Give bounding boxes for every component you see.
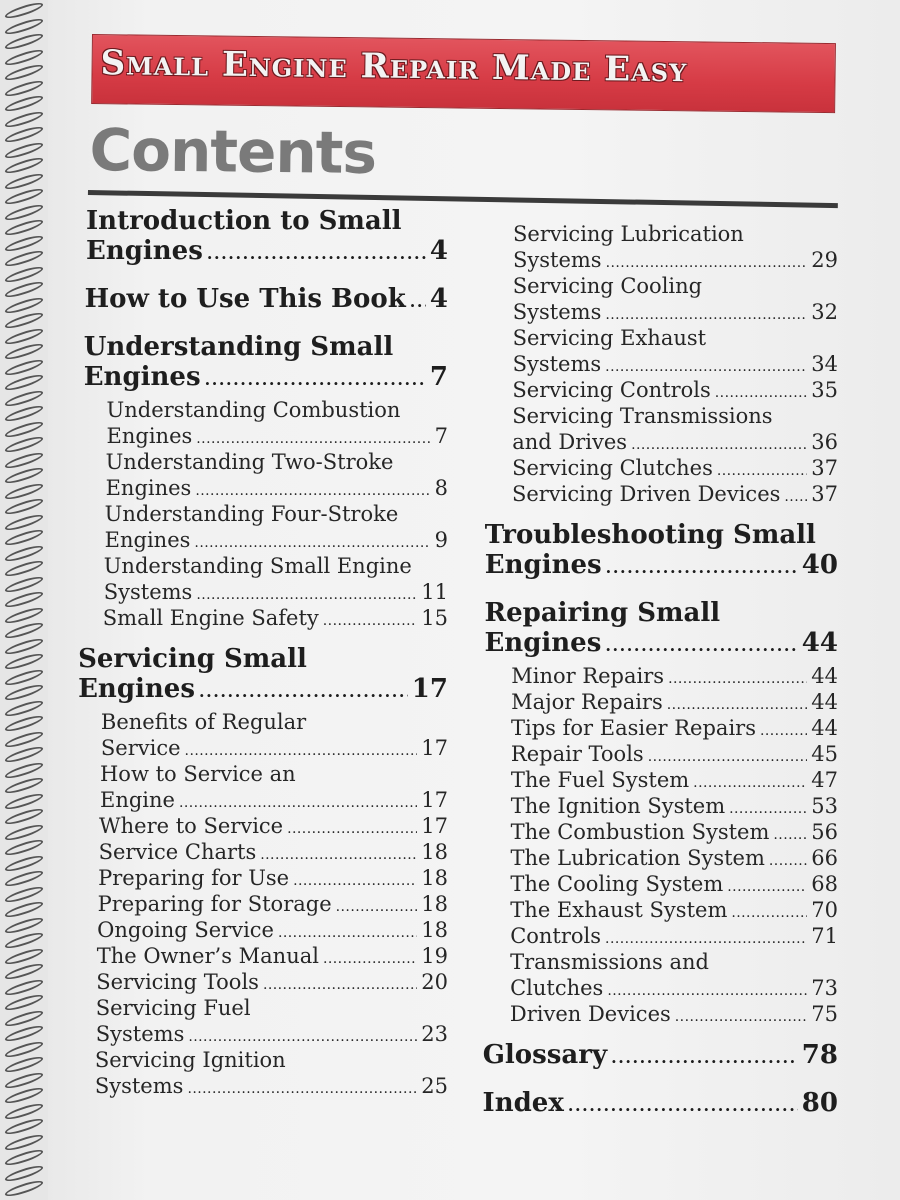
toc-entry-title: Systems bbox=[94, 1074, 184, 1098]
toc-entry bbox=[510, 926, 838, 947]
toc-entry-title: Systems bbox=[513, 248, 602, 272]
spiral-binding bbox=[0, 0, 50, 1200]
dot-leader bbox=[195, 478, 430, 499]
toc-page-number: 70 bbox=[811, 898, 838, 922]
toc-page-number: 34 bbox=[811, 352, 838, 376]
toc-entry bbox=[483, 1042, 838, 1068]
toc-entry bbox=[101, 712, 306, 733]
toc-entry-title: Engines bbox=[484, 550, 602, 580]
toc-entry bbox=[510, 874, 838, 895]
toc-entry-title: Ongoing Service bbox=[97, 918, 274, 942]
dot-leader bbox=[260, 842, 417, 863]
dot-leader bbox=[179, 790, 417, 811]
toc-entry-title: Servicing Cooling bbox=[512, 274, 703, 298]
toc-entry bbox=[511, 848, 838, 869]
toc-page-number: 75 bbox=[811, 1002, 838, 1026]
toc-entry-title: Repair Tools bbox=[510, 742, 644, 766]
dot-leader bbox=[187, 1076, 417, 1097]
toc-entry-title: Understanding Two-Stroke bbox=[105, 450, 394, 474]
dot-leader bbox=[648, 744, 808, 765]
toc-entry-title: Servicing Fuel bbox=[95, 996, 251, 1020]
toc-page-number: 35 bbox=[811, 378, 838, 402]
dot-leader bbox=[607, 978, 807, 999]
toc-entry-title: Understanding Small bbox=[83, 332, 394, 362]
toc-entry-title: Repairing Small bbox=[484, 598, 721, 628]
toc-entry-title: Servicing Driven Devices bbox=[511, 482, 781, 506]
toc-entry bbox=[99, 842, 448, 863]
toc-entry-title: Tips for Easier Repairs bbox=[511, 716, 756, 740]
toc-page-number: 18 bbox=[421, 918, 448, 942]
toc-entry-title: Benefits of Regular bbox=[100, 710, 307, 734]
toc-entry-continued bbox=[100, 790, 448, 811]
toc-entry-continued bbox=[107, 426, 448, 447]
toc-entry-continued bbox=[485, 552, 838, 578]
toc-entry bbox=[96, 998, 251, 1019]
toc-entry-title: Systems bbox=[103, 580, 193, 604]
toc-page-number: 80 bbox=[801, 1088, 838, 1118]
dot-leader bbox=[605, 630, 797, 656]
toc-entry bbox=[98, 894, 448, 915]
toc-entry-continued bbox=[513, 354, 838, 375]
dot-leader bbox=[263, 972, 417, 993]
dot-leader bbox=[715, 380, 807, 401]
toc-page-number: 47 bbox=[811, 768, 838, 792]
toc-entry bbox=[511, 692, 838, 713]
toc-page-number: 17 bbox=[421, 814, 448, 838]
dot-leader bbox=[606, 552, 798, 578]
toc-page-number: 29 bbox=[811, 248, 838, 272]
toc-entry bbox=[510, 900, 838, 921]
book-title-banner bbox=[91, 34, 836, 113]
toc-entry-title: Small Engine Safety bbox=[102, 606, 319, 630]
toc-page-number: 44 bbox=[801, 628, 838, 658]
dot-leader bbox=[606, 250, 808, 271]
toc-entry-continued bbox=[96, 1024, 448, 1045]
toc-entry-continued bbox=[510, 978, 838, 999]
toc-entry-title: The Fuel System bbox=[510, 768, 690, 792]
toc-entry-title: Engines bbox=[83, 362, 201, 392]
toc-page-number: 4 bbox=[429, 284, 448, 314]
toc-entry-title: How to Use This Book bbox=[84, 284, 406, 314]
toc-page-number: 44 bbox=[811, 716, 838, 740]
dot-leader bbox=[205, 364, 426, 390]
dot-leader bbox=[731, 900, 807, 921]
toc-entry-title: Driven Devices bbox=[509, 1002, 671, 1026]
toc-entry-continued bbox=[104, 582, 448, 603]
toc-page-number: 7 bbox=[429, 362, 448, 392]
toc-page-number: 36 bbox=[811, 430, 838, 454]
toc-entry bbox=[483, 1090, 838, 1116]
toc-entry bbox=[104, 556, 412, 577]
toc-entry-title: and Drives bbox=[512, 430, 628, 454]
dot-leader bbox=[336, 894, 418, 915]
toc-entry bbox=[512, 380, 838, 401]
toc-entry-title: Servicing Transmissions bbox=[512, 404, 773, 428]
dot-leader bbox=[693, 770, 807, 791]
dot-leader bbox=[773, 822, 807, 843]
toc-entry bbox=[484, 600, 720, 626]
dot-leader bbox=[194, 530, 430, 551]
book-title: Small Engine Repair Made Easy bbox=[100, 43, 688, 91]
toc-entry-title: Index bbox=[482, 1088, 564, 1118]
toc-page-number: 8 bbox=[434, 476, 448, 500]
dot-leader bbox=[668, 666, 807, 687]
toc-entry-continued bbox=[101, 738, 448, 759]
toc-entry-title: Servicing Tools bbox=[96, 970, 259, 994]
dot-leader bbox=[675, 1004, 807, 1025]
toc-entry bbox=[512, 406, 772, 427]
dot-leader bbox=[784, 484, 807, 505]
toc-page-number: 7 bbox=[434, 424, 448, 448]
toc-entry-title: Service Charts bbox=[98, 840, 257, 864]
toc-entry bbox=[98, 868, 448, 889]
dot-leader bbox=[605, 926, 807, 947]
toc-page-number: 4 bbox=[429, 236, 448, 266]
toc-entry-title: Service bbox=[100, 736, 181, 760]
toc-entry bbox=[511, 744, 838, 765]
dot-leader bbox=[287, 816, 417, 837]
toc-page-number: 37 bbox=[811, 482, 838, 506]
toc-entry bbox=[510, 1004, 838, 1025]
toc-page-number: 17 bbox=[421, 788, 448, 812]
toc-page-number: 20 bbox=[421, 970, 448, 994]
toc-entry-title: Servicing Small bbox=[78, 644, 307, 674]
toc-entry-title: Controls bbox=[510, 924, 602, 948]
dot-leader bbox=[196, 426, 430, 447]
toc-entry-continued bbox=[84, 364, 448, 390]
toc-entry-title: The Cooling System bbox=[510, 872, 724, 896]
toc-entry-title: Troubleshooting Small bbox=[484, 520, 816, 550]
toc-entry-title: How to Service an bbox=[99, 762, 296, 786]
toc-entry bbox=[84, 334, 393, 360]
toc-page-number: 18 bbox=[421, 866, 448, 890]
dot-leader bbox=[196, 582, 417, 603]
toc-entry-title: Preparing for Use bbox=[98, 866, 290, 890]
toc-page-number: 17 bbox=[421, 736, 448, 760]
toc-entry-continued bbox=[95, 1076, 448, 1097]
toc-entry bbox=[513, 328, 707, 349]
toc-page-number: 25 bbox=[421, 1074, 448, 1098]
toc-page-number: 18 bbox=[421, 840, 448, 864]
dot-leader bbox=[323, 608, 417, 629]
toc-entry bbox=[86, 208, 402, 234]
toc-entry bbox=[511, 822, 838, 843]
toc-entry-title: Systems bbox=[95, 1022, 185, 1046]
toc-entry-continued bbox=[105, 530, 448, 551]
toc-entry bbox=[103, 608, 448, 629]
dot-leader bbox=[323, 946, 417, 967]
dot-leader bbox=[605, 354, 807, 375]
toc-page-number: 40 bbox=[801, 550, 838, 580]
toc-entry bbox=[95, 1050, 286, 1071]
toc-page-number: 44 bbox=[811, 664, 838, 688]
toc-entry-title: Systems bbox=[512, 300, 602, 324]
dot-leader bbox=[278, 920, 417, 941]
toc-page-number: 53 bbox=[811, 794, 838, 818]
dot-leader bbox=[410, 286, 426, 312]
toc-entry-title: Systems bbox=[512, 352, 602, 376]
toc-entry bbox=[512, 484, 838, 505]
toc-entry-continued bbox=[513, 250, 838, 271]
dot-leader bbox=[605, 302, 807, 323]
toc-entry-title: Servicing Lubrication bbox=[513, 222, 744, 246]
toc-entry-continued bbox=[78, 676, 448, 702]
dot-leader bbox=[611, 1042, 798, 1068]
toc-entry-title: Engines bbox=[86, 236, 203, 266]
toc-entry-title: Engine bbox=[99, 788, 175, 812]
toc-entry-title: Understanding Four-Stroke bbox=[104, 502, 399, 526]
toc-entry bbox=[78, 646, 307, 672]
dot-leader bbox=[568, 1090, 798, 1116]
dot-leader bbox=[769, 848, 807, 869]
dot-leader bbox=[293, 868, 417, 889]
page-heading: Contents bbox=[89, 116, 377, 187]
toc-entry-title: Introduction to Small bbox=[86, 206, 402, 236]
toc-page-number: 23 bbox=[421, 1022, 448, 1046]
toc-page-number: 9 bbox=[434, 528, 448, 552]
toc-entry bbox=[485, 522, 816, 548]
dot-leader bbox=[729, 796, 807, 817]
dot-leader bbox=[188, 1024, 417, 1045]
toc-entry-title: Servicing Exhaust bbox=[512, 326, 707, 350]
dot-leader bbox=[727, 874, 807, 895]
dot-leader bbox=[185, 738, 418, 759]
toc-entry bbox=[512, 458, 838, 479]
toc-page-number: 73 bbox=[811, 976, 838, 1000]
toc-entry bbox=[511, 770, 838, 791]
toc-entry-title: Transmissions and bbox=[510, 950, 709, 974]
toc-page-number: 15 bbox=[421, 606, 448, 630]
toc-entry bbox=[510, 952, 709, 973]
toc-entry-title: Glossary bbox=[482, 1040, 608, 1070]
toc-entry bbox=[513, 276, 702, 297]
toc-entry bbox=[105, 504, 399, 525]
toc-entry-title: Servicing Ignition bbox=[94, 1048, 286, 1072]
toc-entry-title: Understanding Small Engine bbox=[103, 554, 412, 578]
toc-entry-title: Engines bbox=[105, 476, 192, 500]
toc-entry-title: The Combustion System bbox=[510, 820, 770, 844]
toc-entry-title: Minor Repairs bbox=[511, 664, 665, 688]
toc-entry-title: Engines bbox=[104, 528, 191, 552]
toc-page-number: 56 bbox=[811, 820, 838, 844]
toc-entry-title: Servicing Clutches bbox=[512, 456, 713, 480]
toc-entry bbox=[99, 816, 448, 837]
toc-entry-title: The Ignition System bbox=[510, 794, 726, 818]
toc-entry bbox=[106, 452, 394, 473]
toc-entry bbox=[511, 718, 838, 739]
toc-entry bbox=[100, 764, 296, 785]
toc-entry-title: The Exhaust System bbox=[510, 898, 728, 922]
toc-page-number: 78 bbox=[801, 1040, 838, 1070]
dot-leader bbox=[717, 458, 807, 479]
toc-entry-title: Engines bbox=[484, 628, 602, 658]
toc-entry-title: Understanding Combustion bbox=[106, 398, 401, 422]
toc-page-number: 45 bbox=[811, 742, 838, 766]
toc-entry bbox=[97, 920, 448, 941]
dot-leader bbox=[199, 676, 408, 702]
toc-entry bbox=[511, 666, 838, 687]
toc-entry bbox=[513, 224, 744, 245]
toc-page-number: 71 bbox=[811, 924, 838, 948]
toc-page-number: 66 bbox=[811, 846, 838, 870]
dot-leader bbox=[207, 238, 426, 264]
toc-entry-continued bbox=[512, 432, 838, 453]
toc-entry-title: Engines bbox=[78, 674, 195, 704]
toc-entry-continued bbox=[86, 238, 448, 264]
toc-entry-title: Servicing Controls bbox=[512, 378, 711, 402]
toc-entry-continued bbox=[106, 478, 448, 499]
toc-entry bbox=[85, 286, 448, 312]
toc-entry-title: The Owner’s Manual bbox=[96, 944, 319, 968]
toc-entry-title: Engines bbox=[106, 424, 193, 448]
toc-entry bbox=[107, 400, 401, 421]
toc-entry bbox=[96, 972, 448, 993]
toc-page-number: 37 bbox=[811, 456, 838, 480]
toc-entry-title: The Lubrication System bbox=[510, 846, 765, 870]
toc-entry-continued bbox=[513, 302, 838, 323]
toc-entry-title: Major Repairs bbox=[511, 690, 663, 714]
toc-page-number: 19 bbox=[421, 944, 448, 968]
toc-page-number: 32 bbox=[811, 300, 838, 324]
toc-entry bbox=[511, 796, 838, 817]
toc-page-number: 17 bbox=[411, 674, 448, 704]
toc-page-number: 11 bbox=[421, 580, 448, 604]
dot-leader bbox=[667, 692, 808, 713]
dot-leader bbox=[760, 718, 807, 739]
dot-leader bbox=[631, 432, 807, 453]
toc-page-number: 18 bbox=[421, 892, 448, 916]
toc-entry-title: Clutches bbox=[510, 976, 604, 1000]
toc-entry-continued bbox=[484, 630, 838, 656]
toc-entry-title: Preparing for Storage bbox=[97, 892, 332, 916]
toc-entry-title: Where to Service bbox=[99, 814, 284, 838]
toc-entry bbox=[97, 946, 448, 967]
toc-page-number: 44 bbox=[811, 690, 838, 714]
toc-page-number: 68 bbox=[811, 872, 838, 896]
